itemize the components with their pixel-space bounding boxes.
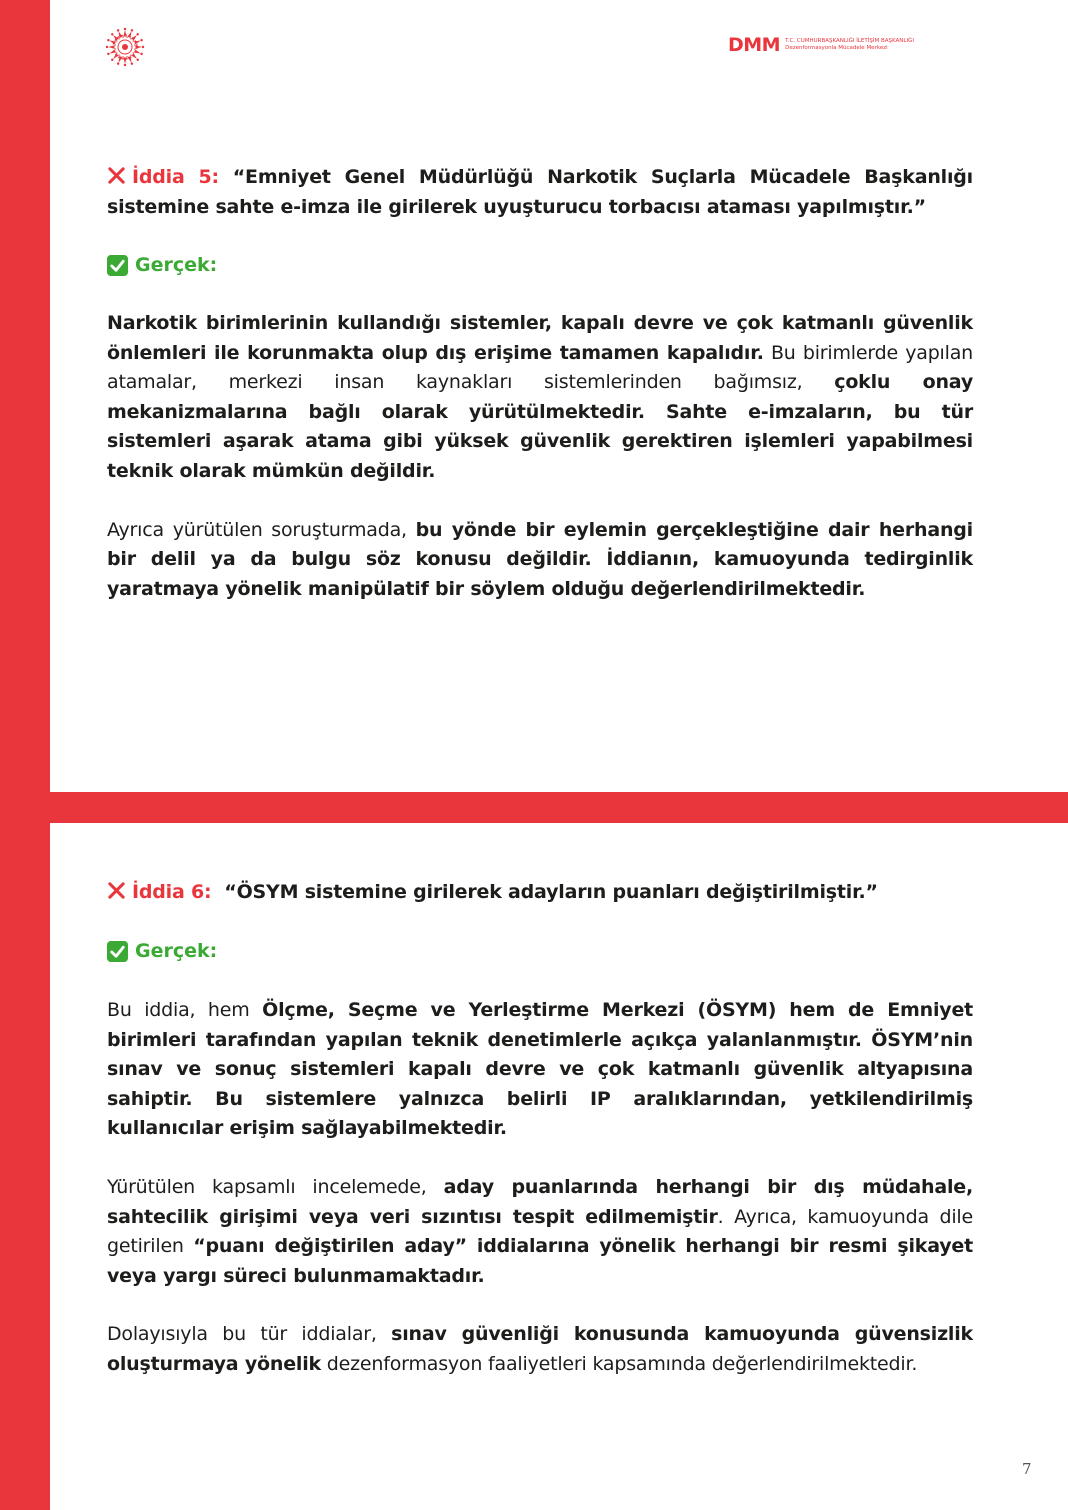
fact-6-p2-normal-2: . Ayrıca, kamuoyunda dile getirilen (107, 1205, 974, 1258)
claim-5-label: İddia 5: (132, 166, 219, 188)
dmm-logo (728, 36, 914, 55)
fact-6-p1-normal-1: Bu iddia, hem (107, 999, 263, 1021)
dmm-logo-line2: Dezenformasyonla Mücadele Merkezi (785, 45, 888, 51)
fact-5-label: Gerçek: (135, 254, 218, 276)
check-mark-icon (107, 941, 128, 962)
fact-6-heading (107, 936, 973, 966)
claim-5-text: “Emniyet Genel Müdürlüğü Narkotik Suçlarla Mücadele Başkanlığı sistemine sahte e-imza ile girilerek uyuşturucu torbacısı ataması yapılmıştır.” (107, 166, 973, 218)
claim-6-text: “ÖSYM sistemine girilerek adayların puanları değiştirilmiştir.” (224, 881, 878, 903)
fact-6-paragraph-1 (107, 996, 973, 1144)
dmm-logo-mark: DMM (728, 34, 781, 56)
fact-5-p1-bold-2: çoklu onay mekanizmalarına bağlı olarak yürütülmektedir. Sahte e-imzaların, bu tür sistemleri aşarak atama gibi yüksek güvenlik gerektiren işlemleri yapabilmesi teknik olarak mümkün değildir. (107, 371, 973, 482)
fact-5-p1-bold-1: Narkotik birimlerinin kullandığı sistemler, kapalı devre ve çok katmanlı güvenlik önlemleri ile korunmakta olup dış erişime tamamen kapalıdır. (107, 312, 973, 364)
fact-5-paragraph-2 (107, 516, 973, 605)
dmm-logo-line1: T.C. CUMHURBAŞKANLIĞI İLETİŞİM BAŞKANLIĞI (785, 38, 914, 44)
fact-6-p3-normal-2: dezenformasyon faaliyetleri kapsamında değerlendirilmektedir. (320, 1352, 918, 1375)
claim-6-section (107, 877, 973, 1380)
fact-6-paragraph-3 (107, 1320, 973, 1379)
fact-6-p2-bold-1: aday puanlarında herhangi bir dış müdahale, sahtecilik girişimi veya veri sızıntısı tespit edilmemiştir (107, 1175, 974, 1228)
fact-6-paragraph-2 (107, 1173, 973, 1291)
section-divider (0, 792, 1068, 823)
fact-6-p3-bold-1: sınav güvenliği konusunda kamuoyunda güvensizlik oluşturmaya yönelik (107, 1323, 973, 1375)
claim-5-section (107, 162, 973, 604)
claim-6-statement (107, 877, 973, 907)
fact-6-p1-bold-1: Ölçme, Seçme ve Yerleştirme Merkezi (ÖSYM) hem de Emniyet birimleri tarafından yapılan teknik denetimlerle açıkça yalanlanmıştır. ÖSYM’nin sınav ve sonuç sistemleri kapalı devre ve çok katmanlı güvenlik altyapısına sahiptir. Bu sistemlere yalnızca belirli IP aralıklarından, yetkilendirilmiş kullanıcılar erişim sağlayabilmektedir. (107, 999, 974, 1140)
fact-5-p1-normal-1: Bu birimlerde yapılan atamalar, merkezi insan kaynakları sistemlerinden bağımsız, (107, 341, 973, 394)
fact-5-p2-bold-1: bu yönde bir eylemin gerçekleştiğine dair herhangi bir delil ya da bulgu söz konusu değildir. İddianın, kamuoyunda tedirginlik yaratmaya yönelik manipülatif bir söylem olduğu değerlendirilmektedir. (107, 518, 973, 600)
fact-6-p2-bold-2: “puanı değiştirilen aday” iddialarına yönelik herhangi bir resmi şikayet veya yargı süreci bulunmamaktadır. (107, 1235, 973, 1287)
fact-5-p2-normal-1: Ayrıca yürütülen soruşturmada, (107, 518, 416, 541)
fact-6-label: Gerçek: (135, 940, 218, 962)
fact-5-paragraph-1 (107, 309, 973, 487)
check-mark-icon (107, 255, 128, 276)
claim-6-label: İddia 6: (132, 881, 212, 903)
fact-6-p3-normal-1: Dolayısıyla bu tür iddialar, (107, 1323, 392, 1346)
cross-mark-icon (107, 881, 126, 900)
fact-6-p2-normal-1: Yürütülen kapsamlı incelemede, (107, 1175, 444, 1198)
left-accent-bar (0, 0, 50, 1510)
fact-5-heading (107, 250, 973, 280)
page-number: 7 (1022, 1460, 1032, 1478)
dmm-logo-subtitle (785, 36, 914, 52)
state-emblem-icon (104, 26, 146, 68)
cross-mark-icon (107, 166, 126, 185)
claim-5-statement (107, 162, 973, 222)
